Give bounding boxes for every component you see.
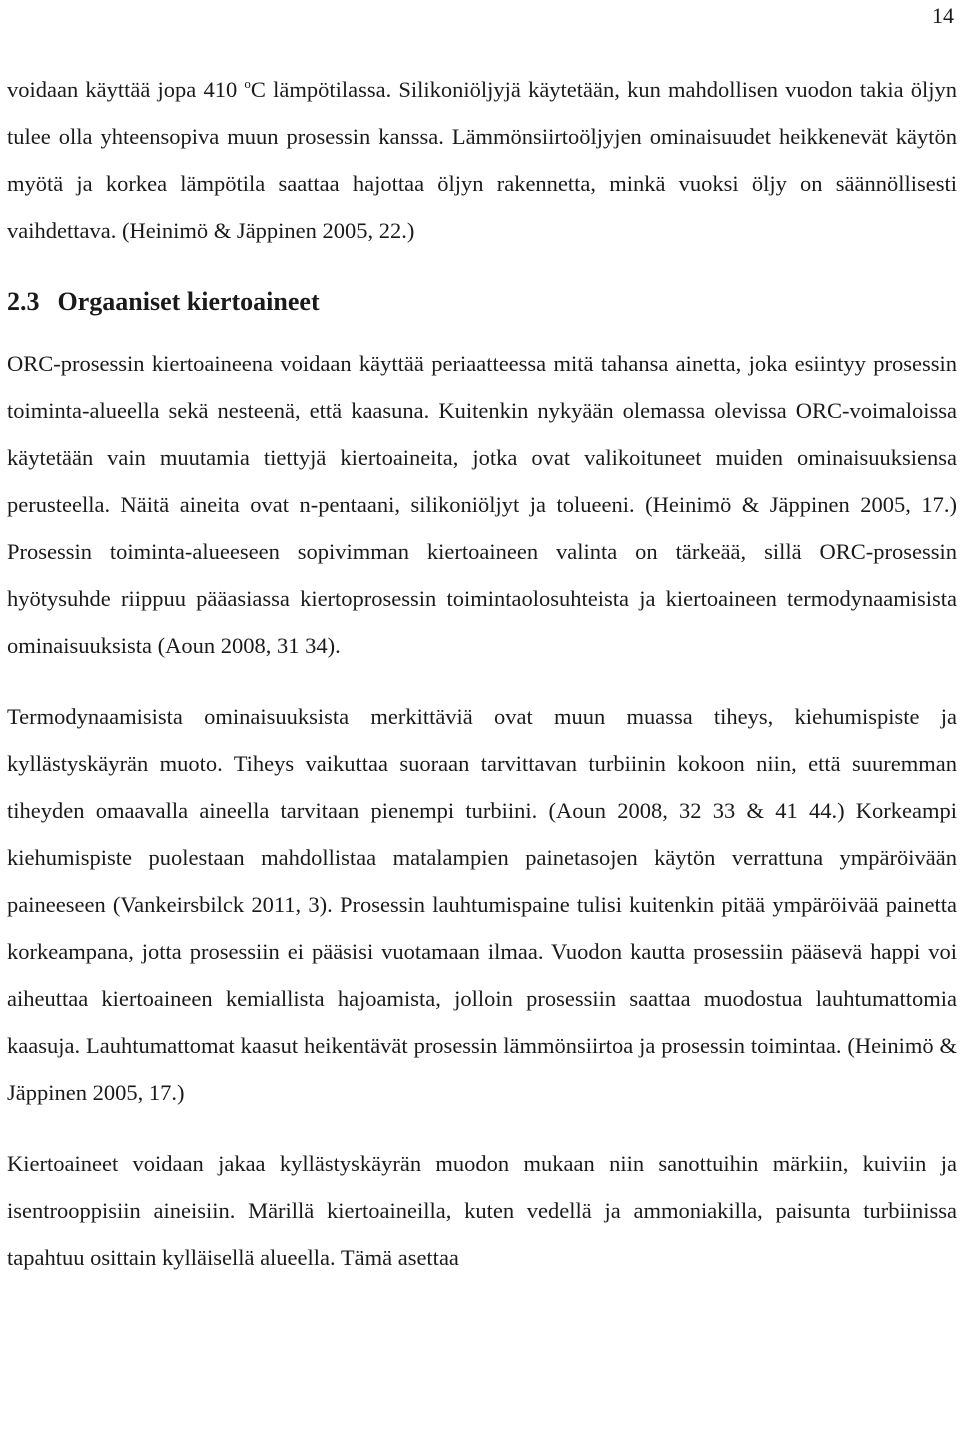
paragraph-working-fluids: ORC-prosessin kiertoaineena voidaan käyttää periaatteessa mitä tahansa ainetta, joka esiintyy prosessin toiminta-alueella sekä nesteenä, että kaasuna. Kuitenkin nykyään olemassa olevissa ORC-voimaloissa käytetään vain muutamia tiettyjä kiertoaineita, jotka ovat valikoituneet muiden ominaisuuksiensa perusteella. Näitä aineita ovat n-pentaani, silikoniöljyt ja tolueeni. (Heinimö & Jäppinen 2005, 17.) Prosessin toiminta-alueeseen sopivimman kiertoaineen valinta on tärkeää, sillä ORC-prosessin hyötysuhde riippuu pääasiassa kiertoprosessin toimintaolosuhteista ja kiertoaineen termodynaamisista ominaisuuksista (Aoun 2008, 31 34). [7, 351, 957, 658]
section-heading [7, 280, 957, 324]
section-number: 2.3 [7, 287, 40, 316]
paragraph-text-rest: C lämpötilassa. Silikoniöljyjä käytetään, kun mahdollisen vuodon takia öljyn tulee olla yhteensopiva muun prosessin kanssa. Lämmönsiirtoöljyjen ominaisuudet heikkenevät käytön myötä ja korkea lämpötila saattaa hajottaa öljyn rakennetta, minkä vuoksi öljy on säännöllisesti vaihdettava. (Heinimö & Jäppinen 2005, 22.) [7, 77, 957, 243]
paragraph-saturation-curve: Kiertoaineet voidaan jakaa kyllästyskäyrän muodon mukaan niin sanottuihin märkiin, kuiviin ja isentrooppisiin aineisiin. Märillä kiertoaineilla, kuten vedellä ja ammoniakilla, paisunta turbiinissa tapahtuu osittain kylläisellä alueella. Tämä asettaa [7, 1151, 957, 1270]
paragraph-thermodynamic-properties: Termodynaamisista ominaisuuksista merkittäviä ovat muun muassa tiheys, kiehumispiste ja kyllästyskäyrän muoto. Tiheys vaikuttaa suoraan tarvittavan turbiinin kokoon niin, että suuremman tiheyden omaavalla aineella tarvitaan pienempi turbiini. (Aoun 2008, 32 33 & 41 44.) Korkeampi kiehumispiste puolestaan mahdollistaa matalampien painetasojen käytön verrattuna ympäröivään paineeseen (Vankeirsbilck 2011, 3). Prosessin lauhtumispaine tulisi kuitenkin pitää ympäröivää painetta korkeampana, jotta prosessiin ei pääsisi vuotamaan ilmaa. Vuodon kautta prosessiin pääsevä happi voi aiheuttaa kiertoaineen kemiallista hajoamista, jolloin prosessiin saattaa muodostua lauhtumattomia kaasuja. Lauhtumattomat kaasut heikentävät prosessin lämmönsiirtoa ja prosessin toimintaa. (Heinimö & Jäppinen 2005, 17.) [7, 704, 957, 1105]
page-body [7, 66, 957, 1281]
section-title: Orgaaniset kiertoaineet [57, 287, 320, 316]
degree-superscript: o [244, 76, 251, 91]
paragraph-continuation [7, 66, 957, 254]
paragraph-text-start: voidaan käyttää jopa 410 [7, 77, 245, 102]
page-number: 14 [932, 3, 954, 28]
